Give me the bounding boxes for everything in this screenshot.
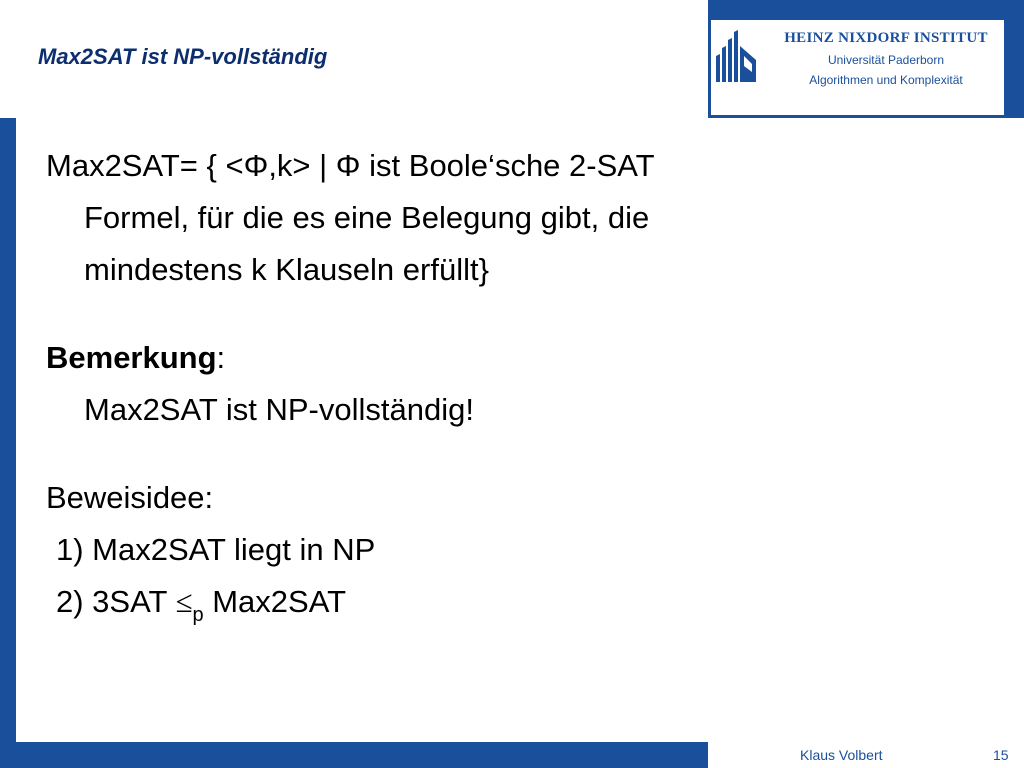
header-right-stripe [1004, 0, 1024, 118]
step2-prefix: 2) 3SAT [56, 584, 176, 619]
slide-title: Max2SAT ist NP-vollständig [38, 44, 328, 69]
page-number: 15 [993, 747, 1009, 763]
leq-symbol: ≤ [175, 584, 193, 619]
institute-name: HEINZ NIXDORF INSTITUT [784, 30, 988, 46]
footer-author: Klaus Volbert [800, 747, 883, 763]
university-name: Universität Paderborn [827, 53, 945, 67]
step2-suffix: Max2SAT [203, 584, 347, 619]
bottom-accent-bar [0, 742, 708, 768]
reduction-subscript: p [192, 604, 204, 626]
research-group: Algorithmen und Komplexität [809, 73, 963, 87]
proof-step-2 [46, 576, 886, 641]
remark-colon: : [216, 340, 226, 375]
slide-content [46, 140, 886, 641]
remark-text: Max2SAT ist NP-vollständig! [84, 392, 474, 427]
remark-heading [46, 332, 886, 384]
header-top-stripe [708, 0, 1024, 20]
definition-line-2: Formel, für die es eine Belegung gibt, die [84, 200, 650, 235]
remark-label: Bemerkung [46, 340, 217, 375]
definition-line-3: mindestens k Klauseln erfüllt} [84, 252, 489, 287]
definition-line-1: Max2SAT= { <Φ,k> | Φ ist Boole‘sche 2-SAT [46, 148, 655, 183]
institute-logo-icon [714, 28, 758, 84]
proof-step-1: 1) Max2SAT liegt in NP [56, 532, 376, 567]
proof-idea-label: Beweisidee: [46, 480, 214, 515]
left-accent-bar [0, 118, 16, 742]
